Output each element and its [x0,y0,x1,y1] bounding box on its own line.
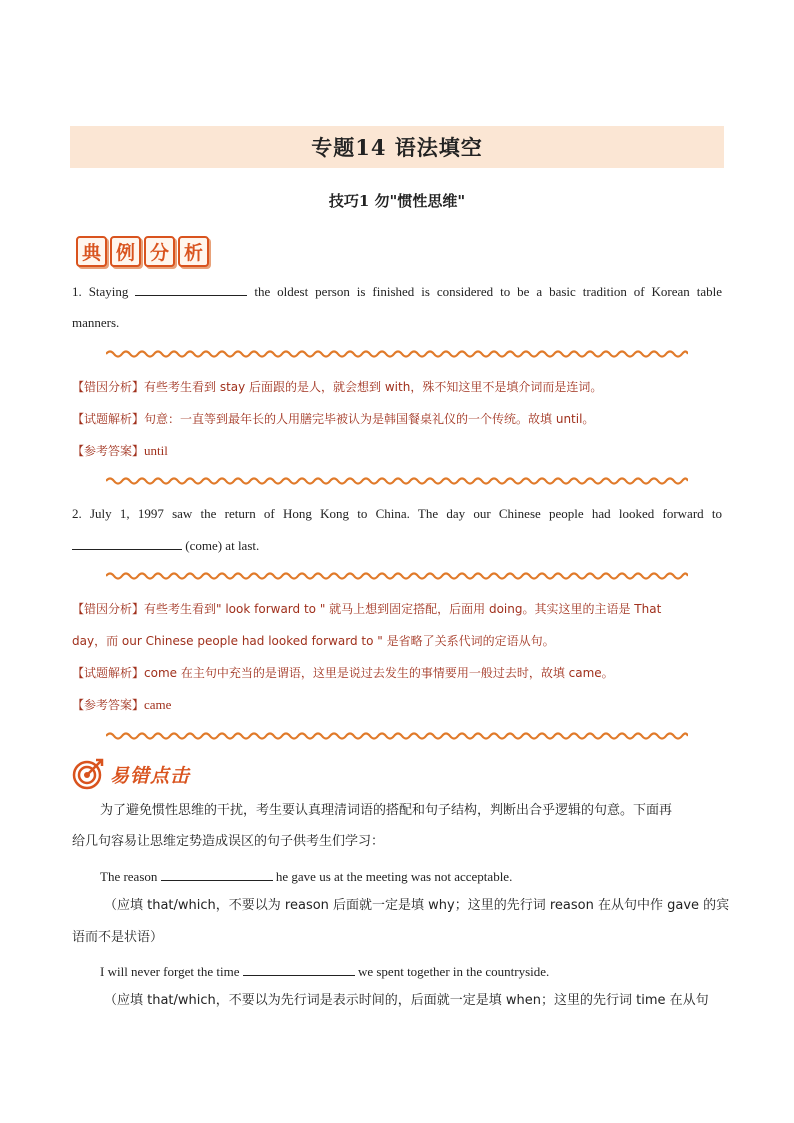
solution-analysis-text: come 在主句中充当的是谓语，这里是说过去发生的事情要用一般过去时，故填 came。 [144,666,614,680]
question-1-line-1 [72,276,722,308]
stamp-char: 析 [178,236,209,267]
solution-analysis-text: 句意：一直等到最年长的人用膳完毕被认为是韩国餐桌礼仪的一个传统。故填 until。 [144,412,595,426]
example-2-before: I will never forget the time [100,964,240,979]
example-2-after: we spent together in the countryside. [357,964,550,979]
tips-intro-line-2: 给几句容易让思维定势造成误区的句子供考生们学习： [72,834,385,849]
q2-error-analysis [72,601,722,617]
q1-reference-answer [72,443,722,459]
answer-blank[interactable] [135,281,247,296]
example-1 [100,866,512,885]
q2-solution-analysis [72,665,722,681]
example-2-note-line-1: （应填 that/which，不要以为先行词是表示时间的，后面就一定是填 when；这里的先行词 time 在从句 [104,993,709,1008]
q1-after: the oldest person is finished is considered to be a basic tradition of Korean table [254,284,723,299]
q1-before: 1. Staying [72,284,129,299]
solution-analysis-tag: 【试题解析】 [72,412,145,426]
q2-reference-answer [72,697,722,713]
q2-error-analysis-cont: day，而 our Chinese people had looked forward to " 是省略了关系代词的定语从句。 [72,634,555,648]
section-stamp [76,236,209,267]
q2-after-blank: (come) at last. [185,538,260,553]
question-1-line-2: manners. [72,315,120,330]
example-1-note-line-1: （应填 that/which，不要以为 reason 后面就一定是填 why；这里的先行词 reason 在从句中作 gave 的宾 [104,898,730,913]
wavy-divider [106,349,688,359]
solution-analysis-tag: 【试题解析】 [72,666,145,680]
wavy-divider [106,731,688,741]
reference-answer-tag: 【参考答案】 [72,444,145,458]
tips-label: 易错点击 [110,764,191,787]
example-1-before: The reason [100,869,158,884]
question-2-line-2 [72,530,722,562]
reference-answer-text: until [144,443,168,458]
reference-answer-text: came [144,697,172,712]
example-1-after: he gave us at the meeting was not acceptable. [275,869,513,884]
error-analysis-text: 有些考生看到 stay 后面跟的是人，就会想到 with，殊不知这里不是填介词而是连词。 [144,380,603,394]
question-2-line-1: 2. July 1, 1997 saw the return of Hong Kong to China. The day our Chinese people had looked forward to [72,506,722,521]
reference-answer-tag: 【参考答案】 [72,698,145,712]
stamp-char: 典 [76,236,107,267]
target-icon [72,758,104,790]
wavy-divider [106,571,688,581]
answer-blank[interactable] [161,866,273,881]
example-1-note-line-2: 语而不是状语） [72,930,164,945]
example-2 [100,961,549,980]
tips-heading [72,758,190,790]
page-title: 专题14 语法填空 [311,135,483,160]
answer-blank[interactable] [72,535,182,550]
wavy-divider [106,476,688,486]
section-subtitle: 技巧1 勿"惯性思维" [328,192,466,210]
error-analysis-text: 有些考生看到" look forward to " 就马上想到固定搭配，后面用 doing。其实这里的主语是 That [144,602,662,616]
error-analysis-tag: 【错因分析】 [72,602,145,616]
stamp-char: 例 [110,236,141,267]
error-analysis-tag: 【错因分析】 [72,380,145,394]
q1-solution-analysis [72,411,722,427]
answer-blank[interactable] [243,961,355,976]
stamp-char: 分 [144,236,175,267]
tips-intro-line-1: 为了避免惯性思维的干扰，考生要认真理清词语的搭配和句子结构，判断出合乎逻辑的句意。下面再 [100,803,673,818]
q1-error-analysis [72,379,722,395]
page-title-bar [70,126,724,168]
